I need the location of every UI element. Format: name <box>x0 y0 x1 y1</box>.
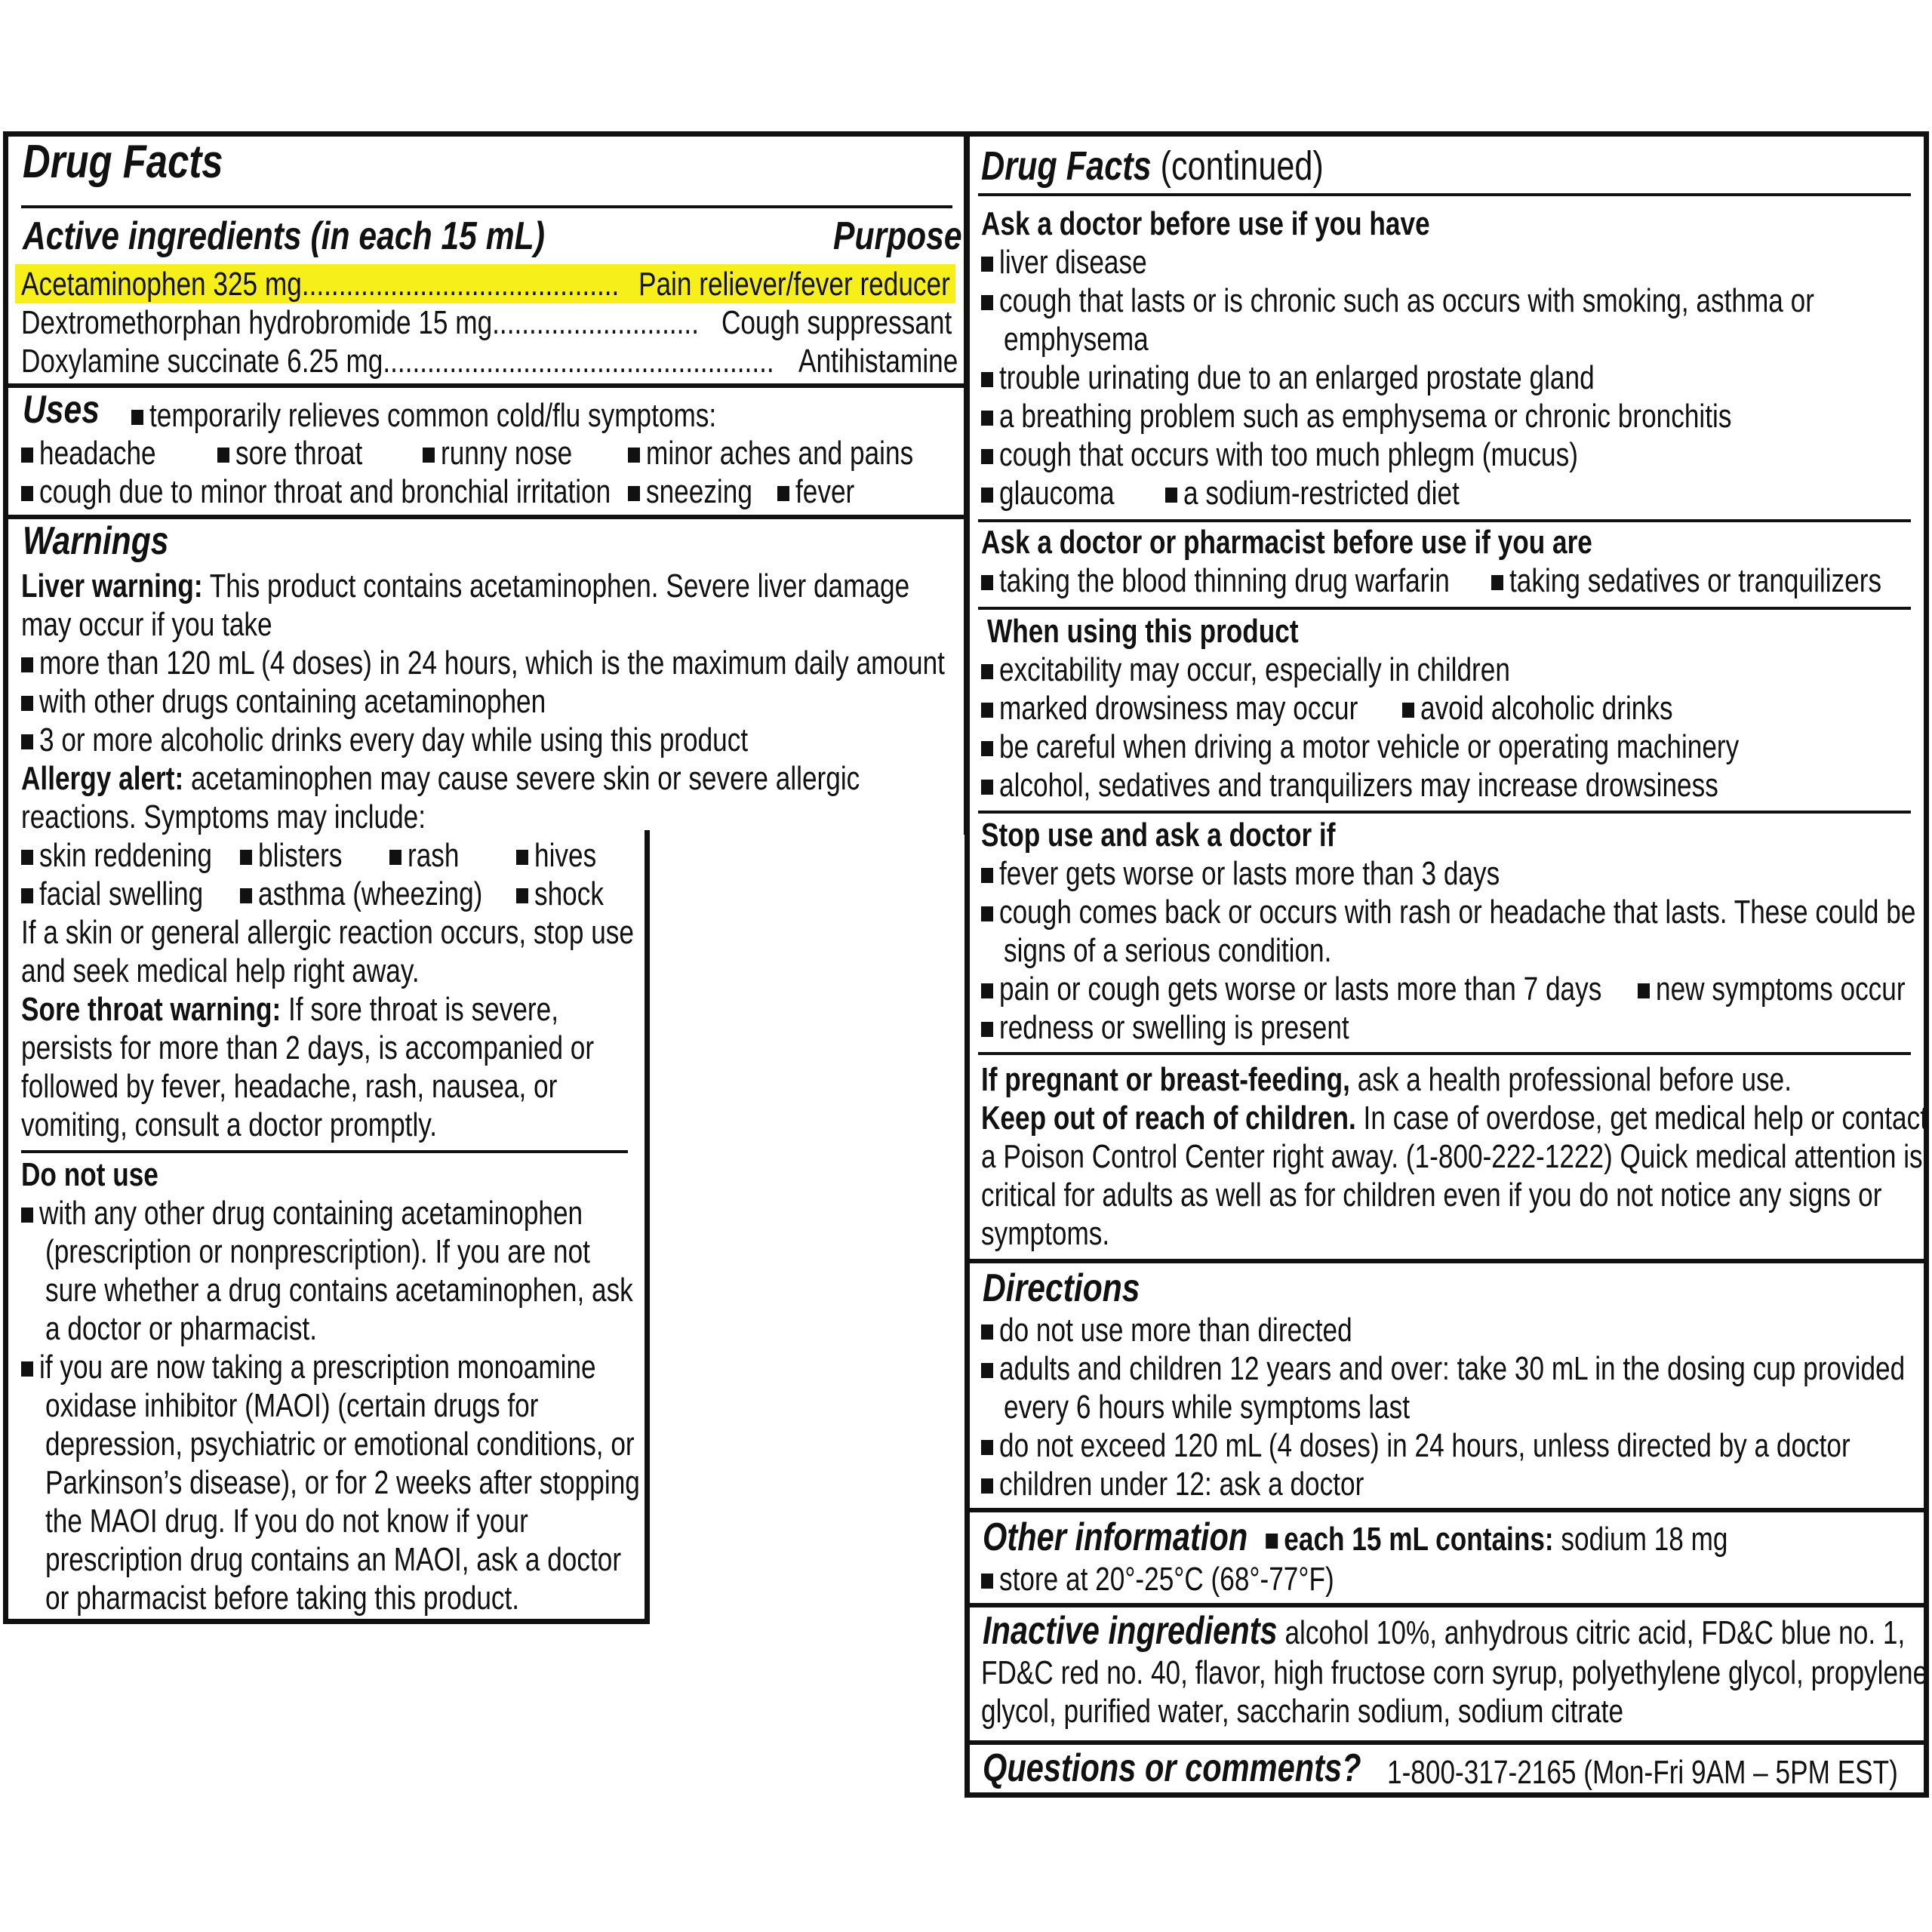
do-not-use-line: prescription drug contains an MAOI, ask a doctor <box>45 1541 622 1578</box>
bullet-icon <box>777 486 789 501</box>
bullet-icon <box>981 1022 993 1037</box>
allergy-after: If a skin or general allergic reaction occurs, stop use <box>21 914 634 951</box>
directions-heading: Directions <box>983 1266 1140 1310</box>
rule <box>978 193 1911 196</box>
bullet-icon <box>981 780 993 795</box>
rule <box>964 1259 1927 1263</box>
allergy-item: rash <box>389 837 477 875</box>
bullet-icon <box>1266 1534 1278 1549</box>
bullet-icon <box>981 575 993 590</box>
bullet-icon <box>217 448 229 463</box>
sore-throat-text: persists for more than 2 days, is accompanied or <box>21 1029 595 1066</box>
directions-line: adults and children 12 years and over: take 30 mL in the dosing cup provided <box>981 1350 1932 1388</box>
keep-out-line: critical for adults as well as for children even if you do not notice any signs or <box>981 1177 1882 1214</box>
uses-item: minor aches and pains <box>628 435 985 472</box>
uses-item: headache <box>21 435 189 472</box>
liver-item: more than 120 mL (4 doses) in 24 hours, which is the maximum daily amount <box>21 645 1176 682</box>
directions-line: do not exceed 120 mL (4 doses) in 24 hours, unless directed by a doctor <box>981 1427 1932 1465</box>
bullet-icon <box>1165 488 1177 503</box>
bullet-icon <box>516 888 528 903</box>
uses-item: sore throat <box>217 435 398 472</box>
pregnancy-warning: If pregnant or breast-feeding, ask a health professional before use. <box>981 1061 1792 1098</box>
rule <box>978 811 1911 814</box>
allergy-item: asthma (wheezing) <box>240 875 543 913</box>
bullet-icon <box>981 703 993 718</box>
bullet-icon <box>981 295 993 310</box>
allergy-item: blisters <box>240 837 368 875</box>
stop-use-line: pain or cough gets worse or lasts more than 7 days <box>981 971 1757 1008</box>
bullet-icon <box>423 448 435 463</box>
allergy-after: and seek medical help right away. <box>21 952 420 989</box>
rule <box>964 1508 1927 1512</box>
bullet-icon <box>981 906 993 921</box>
uses-item: cough due to minor throat and bronchial irritation <box>21 473 758 511</box>
inactive-line: FD&C red no. 40, flavor, high fructose corn syrup, polyethylene glycol, propylene <box>981 1654 1928 1691</box>
bullet-icon <box>21 486 33 501</box>
allergy-alert: Allergy alert: acetaminophen may cause severe skin or severe allergic <box>21 760 860 797</box>
allergy-item: skin reddening <box>21 837 260 875</box>
bullet-icon <box>981 257 993 272</box>
ingredient-row-1-purpose: Pain reliever/fever reducer <box>638 266 950 303</box>
do-not-use-line: if you are now taking a prescription monoamine <box>21 1349 740 1386</box>
allergy-item: facial swelling <box>21 875 248 913</box>
left-title: Drug Facts <box>23 136 223 188</box>
inactive-ingredients: Inactive ingredients alcohol 10%, anhydrous citric acid, FD&C blue no. 1, <box>983 1609 1906 1653</box>
uses-heading: Uses <box>23 388 100 432</box>
bullet-icon <box>21 696 33 711</box>
do-not-use-line: oxidase inhibitor (MAOI) (certain drugs for <box>45 1387 539 1424</box>
ask-doctor-line: emphysema <box>1004 321 1149 358</box>
bullet-icon <box>981 488 993 503</box>
rule <box>21 205 952 208</box>
do-not-use-line: the MAOI drug. If you do not know if your <box>45 1503 528 1540</box>
ingredient-row-1-name: Acetaminophen 325 mg........................................... <box>21 266 620 303</box>
do-not-use-line: sure whether a drug contains acetaminophen, ask <box>45 1272 633 1309</box>
bullet-icon <box>981 1478 993 1494</box>
when-using-line: excitability may occur, especially in children <box>981 651 1642 689</box>
do-not-use-line: a doctor or pharmacist. <box>45 1310 317 1347</box>
when-using-line: avoid alcoholic drinks <box>1402 690 1740 728</box>
bullet-icon <box>981 1440 993 1455</box>
sore-throat-text: vomiting, consult a doctor promptly. <box>21 1106 438 1143</box>
bullet-icon <box>981 1574 993 1589</box>
uses-item: fever <box>777 473 874 511</box>
rule <box>964 1740 1927 1745</box>
bullet-icon <box>240 888 252 903</box>
stop-use-line: new symptoms occur <box>1638 971 1932 1008</box>
allergy-item: hives <box>516 837 617 875</box>
ask-pharmacist-item: taking sedatives or tranquilizers <box>1491 562 1932 600</box>
bullet-icon <box>21 734 33 749</box>
directions-line: every 6 hours while symptoms last <box>1004 1389 1410 1426</box>
bullet-icon <box>516 850 528 865</box>
bullet-icon <box>1402 703 1414 718</box>
other-store: store at 20°-25°C (68°-77°F) <box>981 1561 1423 1598</box>
liver-item: 3 or more alcoholic drinks every day while using this product <box>21 721 930 759</box>
directions-line: do not use more than directed <box>981 1312 1445 1349</box>
bullet-icon <box>21 888 33 903</box>
ask-doctor-line: glaucoma <box>981 475 1148 512</box>
bullet-icon <box>21 850 33 865</box>
when-using-line: marked drowsiness may occur <box>981 690 1452 728</box>
bullet-icon <box>628 448 640 463</box>
stop-use-line: cough comes back or occurs with rash or headache that lasts. These could be <box>981 894 1932 931</box>
stop-use-heading: Stop use and ask a doctor if <box>981 817 1336 854</box>
questions-phone: 1-800-317-2165 (Mon-Fri 9AM – 5PM EST) <box>1387 1754 1898 1791</box>
bullet-icon <box>1491 575 1503 590</box>
ask-doctor-line: a breathing problem such as emphysema or chronic bronchitis <box>981 398 1919 435</box>
bullet-icon <box>981 1363 993 1378</box>
bullet-icon <box>21 448 33 463</box>
bullet-icon <box>981 411 993 426</box>
liver-warning: Liver warning: This product contains acetaminophen. Severe liver damage <box>21 568 910 605</box>
do-not-use-line: with any other drug containing acetaminophen <box>21 1195 723 1232</box>
ask-doctor-line: liver disease <box>981 244 1189 281</box>
ingredient-row-3-purpose: Antihistamine <box>798 343 958 380</box>
keep-out-line: symptoms. <box>981 1215 1110 1252</box>
bullet-icon <box>21 1208 33 1223</box>
uses-item: sneezing <box>628 473 783 511</box>
bullet-icon <box>21 657 33 672</box>
stop-use-line: redness or swelling is present <box>981 1009 1441 1047</box>
do-not-use-line: or pharmacist before taking this product. <box>45 1580 520 1617</box>
ingredient-row-2-purpose: Cough suppressant <box>721 304 952 341</box>
ask-doctor-line: trouble urinating due to an enlarged prostate gland <box>981 359 1748 397</box>
bullet-icon <box>981 983 993 998</box>
bullet-icon <box>981 1324 993 1340</box>
active-ingredients-heading: Active ingredients (in each 15 mL) <box>23 214 545 258</box>
ask-doctor-line: cough that occurs with too much phlegm (mucus) <box>981 436 1727 474</box>
allergy-alert-cont: reactions. Symptoms may include: <box>21 798 426 835</box>
liver-warning-cont: may occur if you take <box>21 606 272 643</box>
rule <box>978 1052 1911 1055</box>
ask-doctor-line: a sodium-restricted diet <box>1165 475 1533 512</box>
bullet-icon <box>981 741 993 756</box>
do-not-use-line: (prescription or nonprescription). If you are not <box>45 1233 590 1270</box>
bullet-icon <box>240 850 252 865</box>
allergy-item: shock <box>516 875 626 913</box>
when-using-line: alcohol, sedatives and tranquilizers may increase drowsiness <box>981 767 1903 804</box>
right-title: Drug Facts (continued) <box>981 143 1324 189</box>
ingredient-row-3-name: Doxylamine succinate 6.25 mg..................................................... <box>21 343 774 380</box>
do-not-use-line: Parkinson’s disease), or for 2 weeks after stopping <box>45 1464 640 1501</box>
do-not-use-line: depression, psychiatric or emotional conditions, or <box>45 1426 635 1463</box>
uses-intro: temporarily relieves common cold/flu symptoms: <box>131 397 863 435</box>
do-not-use-heading: Do not use <box>21 1156 158 1193</box>
questions-heading: Questions or comments? <box>983 1746 1361 1790</box>
bullet-icon <box>21 1361 33 1377</box>
rule <box>3 383 966 388</box>
stop-use-line: fever gets worse or lasts more than 3 days <box>981 855 1629 893</box>
keep-out-of-reach: Keep out of reach of children. In case of overdose, get medical help or contact <box>981 1100 1928 1137</box>
ask-pharmacist-item: taking the blood thinning drug warfarin <box>981 562 1567 600</box>
rule <box>21 1150 628 1153</box>
ask-pharmacist-heading: Ask a doctor or pharmacist before use if you are <box>981 524 1592 561</box>
bullet-icon <box>981 449 993 464</box>
bullet-icon <box>628 486 640 501</box>
directions-line: children under 12: ask a doctor <box>981 1466 1460 1503</box>
other-information: Other information each 15 mL contains: sodium 18 mg <box>983 1515 1728 1559</box>
bullet-icon <box>1638 983 1650 998</box>
ask-doctor-heading: Ask a doctor before use if you have <box>981 205 1430 242</box>
when-using-heading: When using this product <box>987 613 1299 650</box>
ask-doctor-line: cough that lasts or is chronic such as occurs with smoking, asthma or <box>981 282 1932 320</box>
bullet-icon <box>981 664 993 679</box>
uses-item: runny nose <box>423 435 610 472</box>
inactive-line: glycol, purified water, saccharin sodium, sodium citrate <box>981 1693 1624 1730</box>
bullet-icon <box>981 868 993 883</box>
liver-item: with other drugs containing acetaminophen <box>21 683 677 721</box>
keep-out-line: a Poison Control Center right away. (1-800-222-1222) Quick medical attention is <box>981 1138 1923 1175</box>
when-using-line: be careful when driving a motor vehicle or operating machinery <box>981 728 1928 766</box>
bullet-icon <box>981 372 993 387</box>
sore-throat-warning: Sore throat warning: If sore throat is severe, <box>21 991 558 1028</box>
warnings-heading: Warnings <box>23 519 169 563</box>
rule <box>978 519 1911 522</box>
sore-throat-text: followed by fever, headache, rash, nausea, or <box>21 1068 558 1105</box>
stop-use-line: signs of a serious condition. <box>1004 932 1332 969</box>
rule <box>978 607 1911 610</box>
bullet-icon <box>131 410 143 425</box>
bullet-icon <box>389 850 401 865</box>
ingredient-row-2-name: Dextromethorphan hydrobromide 15 mg............................ <box>21 304 699 341</box>
purpose-heading: Purpose <box>833 214 962 258</box>
rule <box>964 1603 1927 1607</box>
